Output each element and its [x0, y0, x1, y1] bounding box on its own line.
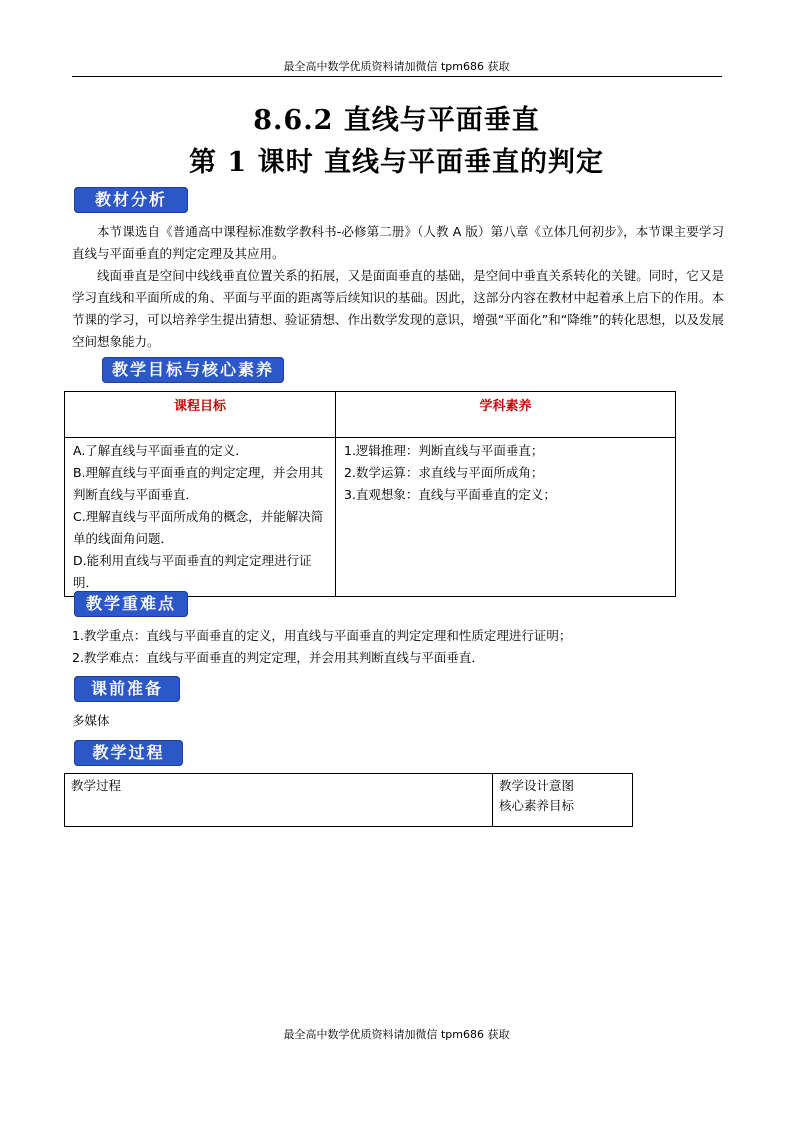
- literacy-item: 1.逻辑推理：判断直线与平面垂直；: [344, 443, 544, 458]
- goals-table: [64, 391, 676, 597]
- course-goal-item: A.了解直线与平面垂直的定义．: [73, 443, 248, 458]
- goals-table-header-course: 课程目标: [65, 392, 336, 438]
- section-badge-preparation: 课前准备: [74, 676, 180, 702]
- design-intent-cell: [493, 774, 633, 827]
- literacy-item: 3.直观想象：直线与平面垂直的定义；: [344, 487, 556, 502]
- analysis-paragraph-1: 本节课选自《普通高中课程标准数学教科书-必修第二册》（人教 A 版）第八章《立体几何初步》，本节课主要学习直线与平面垂直的判定定理及其应用。: [72, 224, 724, 261]
- section-badge-key-points: 教学重难点: [74, 591, 188, 617]
- analysis-paragraph-2: 线面垂直是空间中线线垂直位置关系的拓展，又是面面垂直的基础，是空间中垂直关系转化的关键。同时，它又是学习直线和平面所成的角、平面与平面的距离等后续知识的基础。因此，这部分内容在教材中起着承上启下的作用。本节课的学习，可以培养学生提出猜想、验证猜想、作出数学发现的意识，增强“平面化”和“降维”的转化思想，以及发展空间想象能力。: [72, 268, 724, 349]
- literacy-item: 2.数学运算：求直线与平面所成角；: [344, 465, 544, 480]
- key-point-difficulty: 2.教学难点：直线与平面垂直的判定定理，并会用其判断直线与平面垂直．: [72, 650, 484, 665]
- design-intent-label: 教学设计意图: [499, 778, 575, 793]
- course-goal-item: D.能利用直线与平面垂直的判定定理进行证明．: [73, 553, 312, 590]
- process-table: [64, 773, 633, 827]
- course-goal-item: B.理解直线与平面垂直的判定定理，并会用其判断直线与平面垂直．: [73, 465, 324, 502]
- course-goal-item: C.理解直线与平面所成角的概念，并能解决简单的线面角问题．: [73, 509, 324, 546]
- section-badge-process: 教学过程: [74, 740, 183, 766]
- page-subtitle: 第 1 课时 直线与平面垂直的判定: [189, 147, 604, 178]
- key-point-focus: 1.教学重点：直线与平面垂直的定义，用直线与平面垂直的判定定理和性质定理进行证明；: [72, 628, 572, 643]
- section-badge-analysis: 教材分析: [74, 187, 188, 213]
- course-goals-cell: [65, 438, 336, 597]
- page-header: 最全高中数学优质资料请加微信 tpm686 获取: [283, 60, 510, 73]
- header-divider: [72, 76, 722, 77]
- preparation-text: 多媒体: [72, 713, 110, 728]
- page-footer: 最全高中数学优质资料请加微信 tpm686 获取: [283, 1028, 510, 1041]
- page-title: 8.6.2 直线与平面垂直: [253, 105, 540, 136]
- process-cell: 教学过程: [65, 774, 493, 827]
- goals-table-header-literacy: 学科素养: [336, 392, 676, 438]
- section-badge-goals: 教学目标与核心素养: [102, 357, 284, 383]
- literacy-cell: [336, 438, 676, 597]
- literacy-goal-label: 核心素养目标: [499, 798, 575, 813]
